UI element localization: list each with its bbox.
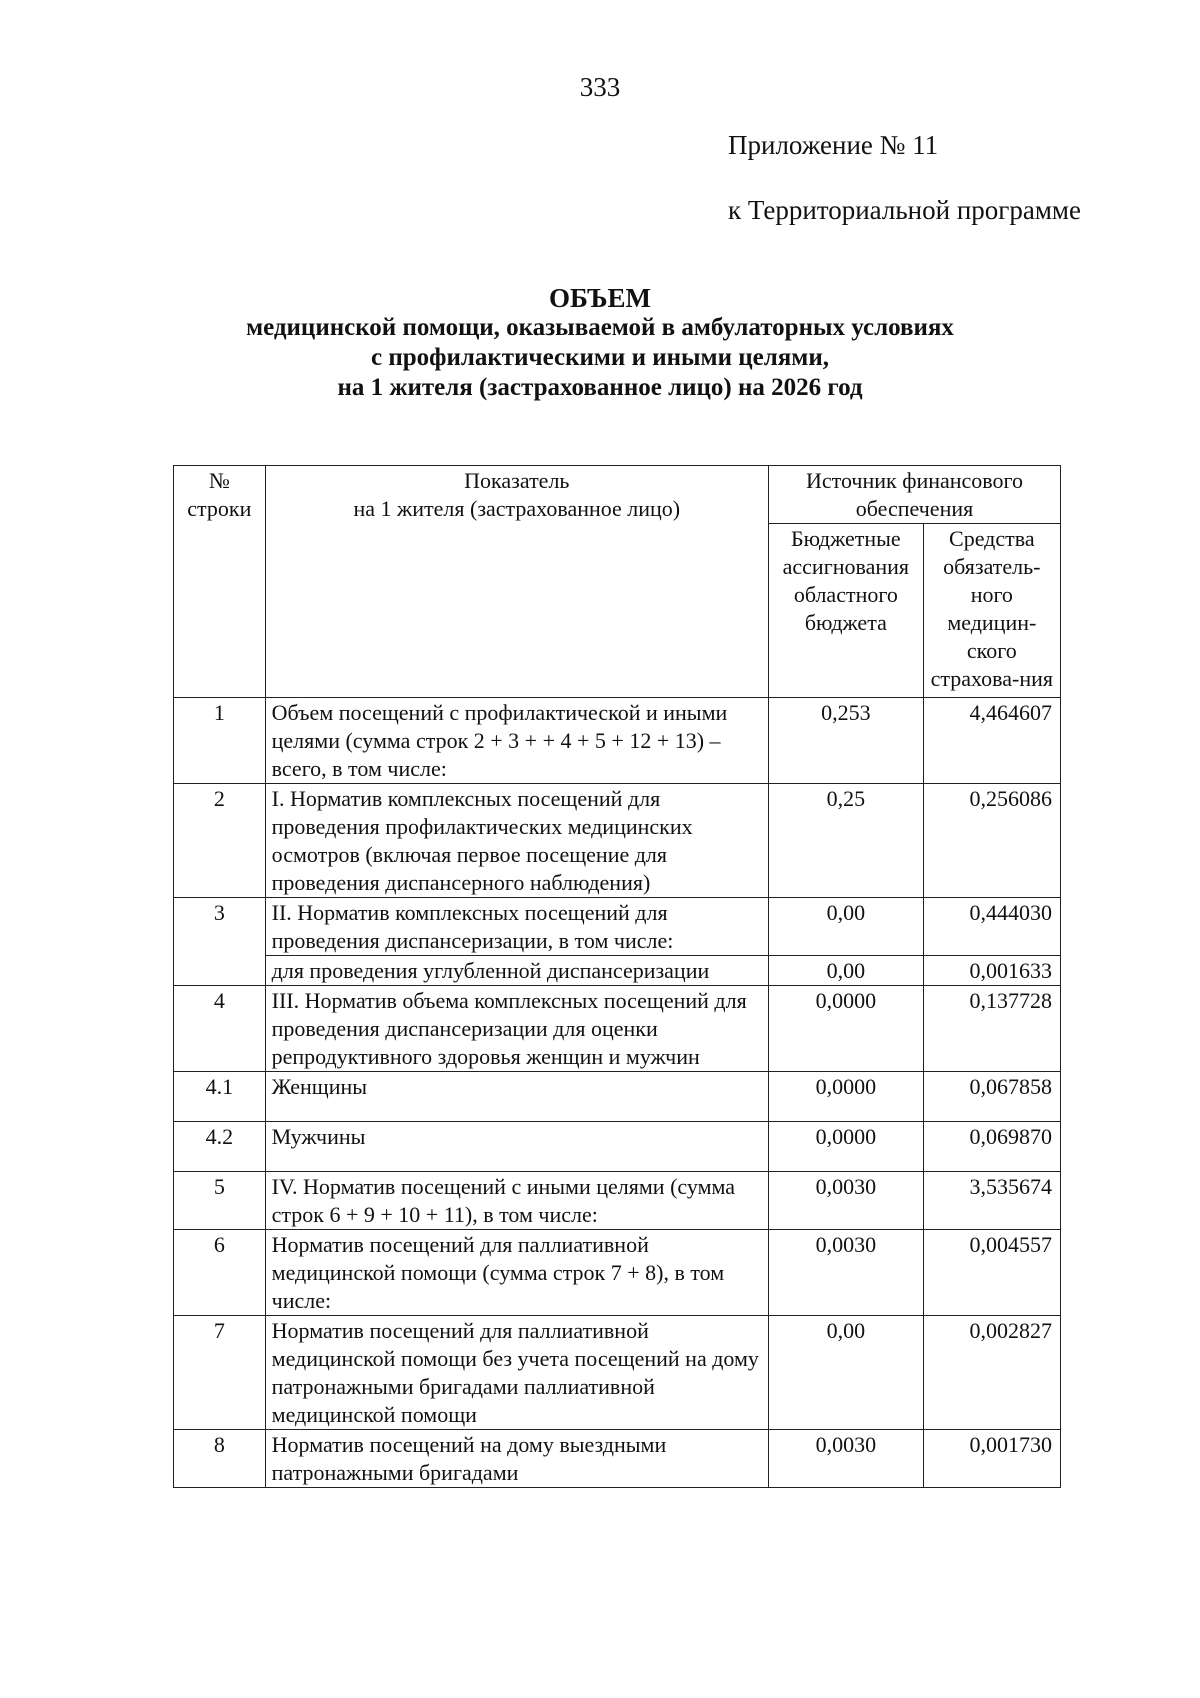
- row-number: 5: [174, 1172, 266, 1230]
- header-indicator-subtitle: на 1 жителя (застрахованное лицо): [353, 496, 681, 521]
- header-source-line1: Источник финансового: [805, 468, 1024, 493]
- table-row: [174, 956, 1061, 986]
- row-indicator: I. Норматив комплексных посещений для проведения профилактических медицинских осмотров (включая первое посещение для проведения диспансерного наблюдения): [265, 784, 768, 898]
- row-oms-value: 0,137728: [923, 986, 1060, 1072]
- row-number: 4.1: [174, 1072, 266, 1122]
- row-number: 2: [174, 784, 266, 898]
- row-number: 4.2: [174, 1122, 266, 1172]
- title-line-4: на 1 жителя (застрахованное лицо) на 2026 год: [337, 374, 863, 401]
- row-budget-value: 0,0000: [769, 1072, 924, 1122]
- header-num-label: строки: [187, 496, 252, 521]
- row-budget-value: 0,0030: [769, 1172, 924, 1230]
- row-oms-value: 0,256086: [923, 784, 1060, 898]
- row-budget-value: 0,253: [769, 698, 924, 784]
- row-indicator: Норматив посещений на дому выездными патронажными бригадами: [265, 1430, 768, 1488]
- table-row: [174, 1230, 1061, 1316]
- header-funding-source: [769, 466, 1061, 524]
- row-budget-value: 0,00: [769, 1316, 924, 1430]
- row-oms-value: 0,067858: [923, 1072, 1060, 1122]
- row-oms-value: 0,444030: [923, 898, 1060, 956]
- title-line-3: с профилактическими и иными целями,: [371, 344, 829, 371]
- header-indicator-title: Показатель: [464, 468, 570, 493]
- header-indicator: [265, 466, 768, 698]
- table-row: [174, 1072, 1061, 1122]
- document-title: [140, 283, 1060, 403]
- row-number: 6: [174, 1230, 266, 1316]
- title-main: ОБЪЕМ: [549, 283, 651, 313]
- table-row: [174, 1430, 1061, 1488]
- table-row: [174, 1172, 1061, 1230]
- row-oms-value: 0,001730: [923, 1430, 1060, 1488]
- header-num-symbol: №: [208, 468, 230, 493]
- volume-table: [173, 465, 1061, 1488]
- row-oms-value: 0,069870: [923, 1122, 1060, 1172]
- row-indicator: Норматив посещений для паллиативной медицинской помощи (сумма строк 7 + 8), в том числе:: [265, 1230, 768, 1316]
- row-indicator: II. Норматив комплексных посещений для проведения диспансеризации, в том числе:: [265, 898, 768, 956]
- row-number: 1: [174, 698, 266, 784]
- row-oms-value: 4,464607: [923, 698, 1060, 784]
- row-budget-value: 0,0000: [769, 986, 924, 1072]
- row-oms-value: 0,004557: [923, 1230, 1060, 1316]
- row-number: 7: [174, 1316, 266, 1430]
- table-row: [174, 1316, 1061, 1430]
- table-row: [174, 784, 1061, 898]
- header-oms: Средства обязатель-ного медицин-ского страхова-ния: [923, 524, 1060, 698]
- row-budget-value: 0,0030: [769, 1430, 924, 1488]
- header-budget: Бюджетные ассигнования областного бюджета: [769, 524, 924, 698]
- row-oms-value: 0,001633: [923, 956, 1060, 986]
- row-indicator: Объем посещений с профилактической и иными целями (сумма строк 2 + 3 + + 4 + 5 + 12 + 13) – всего, в том числе:: [265, 698, 768, 784]
- row-budget-value: 0,25: [769, 784, 924, 898]
- row-indicator: III. Норматив объема комплексных посещений для проведения диспансеризации для оценки репродуктивного здоровья женщин и мужчин: [265, 986, 768, 1072]
- row-number: 4: [174, 986, 266, 1072]
- row-indicator: Норматив посещений для паллиативной медицинской помощи без учета посещений на дому патронажными бригадами паллиативной медицинской помощи: [265, 1316, 768, 1430]
- row-budget-value: 0,0000: [769, 1122, 924, 1172]
- row-number: 3: [174, 898, 266, 986]
- row-budget-value: 0,00: [769, 898, 924, 956]
- table-row: [174, 1122, 1061, 1172]
- row-indicator: Женщины: [265, 1072, 768, 1122]
- row-indicator: для проведения углубленной диспансеризации: [265, 956, 768, 986]
- row-oms-value: 3,535674: [923, 1172, 1060, 1230]
- row-budget-value: 0,00: [769, 956, 924, 986]
- title-line-2: медицинской помощи, оказываемой в амбулаторных условиях: [246, 314, 954, 341]
- table-row: [174, 898, 1061, 956]
- page-number: 333: [579, 72, 621, 102]
- table-row: [174, 698, 1061, 784]
- header-row: [174, 466, 1061, 524]
- table-row: [174, 986, 1061, 1072]
- appendix-reference: к Территориальной программе: [728, 195, 1081, 225]
- row-budget-value: 0,0030: [769, 1230, 924, 1316]
- row-oms-value: 0,002827: [923, 1316, 1060, 1430]
- appendix-label: Приложение № 11: [728, 130, 939, 160]
- header-source-line2: обеспечения: [855, 496, 974, 521]
- row-indicator: IV. Норматив посещений с иными целями (сумма строк 6 + 9 + 10 + 11), в том числе:: [265, 1172, 768, 1230]
- header-row-number: [174, 466, 266, 698]
- row-indicator: Мужчины: [265, 1122, 768, 1172]
- row-number: 8: [174, 1430, 266, 1488]
